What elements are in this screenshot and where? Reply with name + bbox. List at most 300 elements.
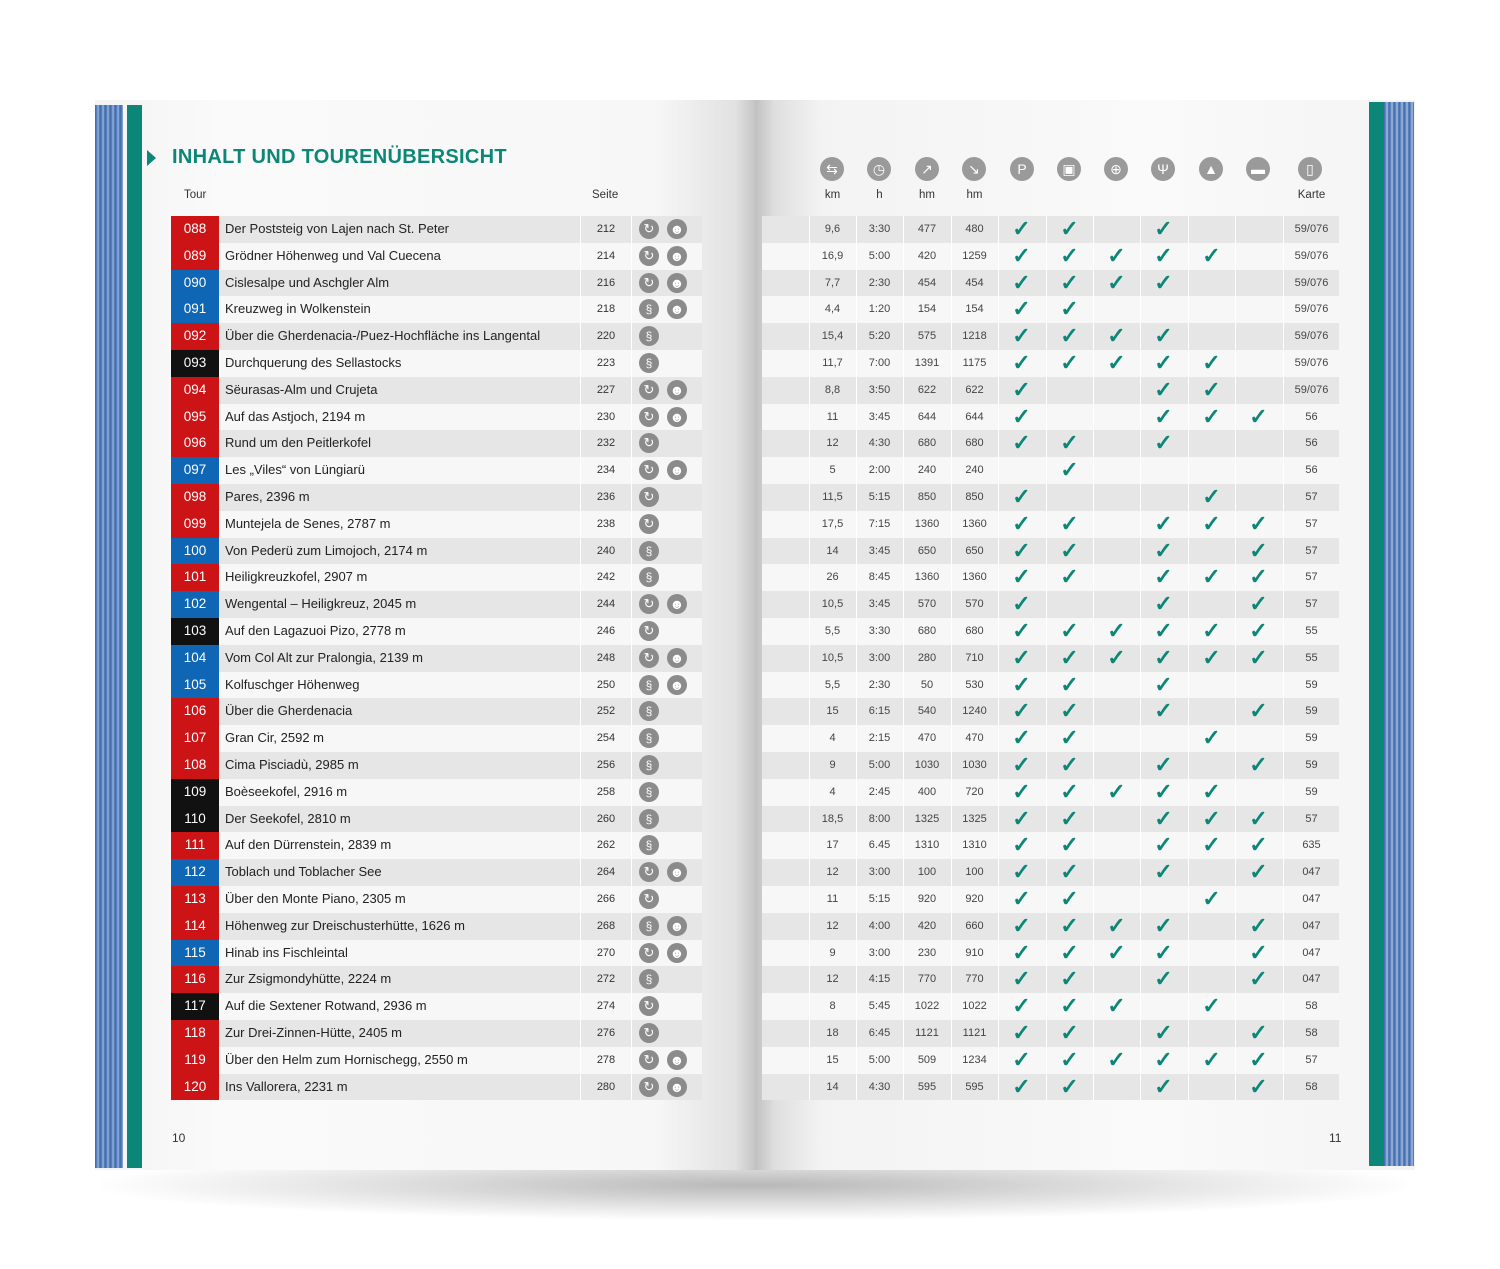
column-divider [1188, 430, 1189, 457]
column-divider [809, 806, 810, 833]
column-divider [951, 913, 952, 940]
column-divider [856, 779, 857, 806]
tour-duration: 5:00 [868, 249, 891, 262]
tour-page: 278 [596, 1053, 616, 1066]
checkmark-icon: ✓ [1060, 1019, 1079, 1045]
tour-name: Toblach und Toblacher See [225, 864, 382, 880]
column-divider [951, 243, 952, 270]
column-divider [1093, 672, 1094, 699]
table-row [171, 511, 702, 538]
tour-name: Vom Col Alt zur Pralongia, 2139 m [225, 649, 423, 665]
column-divider [856, 806, 857, 833]
tour-descent: 1360 [962, 571, 987, 584]
one-way-route-icon [639, 755, 659, 775]
tour-name: Durchquerung des Sellastocks [225, 354, 402, 370]
tour-ascent: 850 [917, 490, 937, 503]
header-seite: Seite [592, 189, 619, 201]
column-divider [1235, 296, 1236, 323]
tour-descent: 644 [965, 410, 984, 423]
round-trip-icon [639, 1050, 659, 1070]
column-divider [903, 538, 904, 565]
tour-km: 17 [826, 839, 839, 852]
table-row [171, 430, 702, 457]
family-bear-icon [667, 648, 687, 668]
tour-km: 9 [829, 758, 836, 771]
column-divider [1188, 216, 1189, 243]
column-divider [1188, 538, 1189, 565]
tour-type-icons [637, 886, 701, 913]
table-row [762, 993, 1339, 1020]
header-karte: Karte [1297, 189, 1326, 201]
tour-ascent: 509 [917, 1053, 937, 1066]
tour-type-icons [637, 698, 701, 725]
family-bear-icon [667, 1050, 687, 1070]
checkmark-icon: ✓ [1202, 349, 1221, 375]
tour-map: 57 [1305, 517, 1318, 530]
descent-icon: ↘ [962, 157, 986, 181]
tour-duration: 5:20 [868, 330, 891, 343]
tour-map: 59 [1305, 678, 1318, 691]
checkmark-icon: ✓ [1154, 698, 1173, 724]
tour-descent: 1030 [962, 758, 987, 771]
table-row [762, 940, 1339, 967]
tour-ascent: 770 [917, 973, 937, 986]
checkmark-icon: ✓ [1202, 376, 1221, 402]
tour-name: Grödner Höhenweg und Val Cuecena [225, 247, 441, 263]
checkmark-icon: ✓ [1202, 832, 1221, 858]
right-page-edges [1384, 102, 1414, 1166]
column-divider [1093, 859, 1094, 886]
checkmark-icon: ✓ [1012, 1019, 1031, 1045]
one-way-route-icon [639, 835, 659, 855]
column-divider [631, 725, 632, 752]
tour-table-right [762, 216, 1339, 1100]
tour-number: 091 [171, 296, 219, 323]
column-divider [903, 430, 904, 457]
checkmark-icon: ✓ [1249, 832, 1268, 858]
tour-descent: 910 [965, 946, 984, 959]
tour-type-icons [637, 404, 701, 431]
tour-descent: 720 [965, 785, 984, 798]
table-row [762, 966, 1339, 993]
checkmark-icon: ✓ [1060, 1073, 1079, 1099]
one-way-route-icon [639, 567, 659, 587]
tour-name: Auf das Astjoch, 2194 m [225, 408, 366, 424]
column-divider [951, 511, 952, 538]
column-divider [631, 377, 632, 404]
checkmark-icon: ✓ [1154, 510, 1173, 536]
table-row [171, 484, 702, 511]
tour-km: 5,5 [824, 678, 841, 691]
tour-type-icons [637, 1074, 701, 1101]
column-divider [951, 752, 952, 779]
checkmark-icon: ✓ [1012, 617, 1031, 643]
tour-map: 047 [1302, 946, 1321, 959]
checkmark-icon: ✓ [1202, 510, 1221, 536]
tour-number: 104 [171, 645, 219, 672]
checkmark-icon: ✓ [1060, 564, 1079, 590]
tour-number: 089 [171, 243, 219, 270]
tour-page: 240 [596, 544, 616, 557]
tour-duration: 5:00 [868, 1053, 891, 1066]
tour-descent: 454 [965, 276, 984, 289]
checkmark-icon: ✓ [1060, 510, 1079, 536]
checkmark-icon: ✓ [1060, 671, 1079, 697]
tour-map: 59 [1305, 705, 1318, 718]
tour-km: 12 [826, 973, 839, 986]
column-divider [951, 457, 952, 484]
column-divider [631, 564, 632, 591]
tour-descent: 530 [965, 678, 984, 691]
column-divider [1283, 672, 1284, 699]
tour-map: 59/076 [1294, 303, 1329, 316]
table-row [171, 1020, 702, 1047]
table-row [171, 618, 702, 645]
checkmark-icon: ✓ [1107, 644, 1126, 670]
column-divider [951, 377, 952, 404]
column-divider [951, 779, 952, 806]
tour-descent: 240 [965, 464, 984, 477]
tour-descent: 710 [965, 651, 984, 664]
checkmark-icon: ✓ [1012, 269, 1031, 295]
tour-ascent: 470 [917, 732, 937, 745]
column-divider [631, 859, 632, 886]
column-divider [856, 725, 857, 752]
tour-descent: 680 [965, 437, 984, 450]
ascent-icon: ↗ [915, 157, 939, 181]
tour-descent: 154 [965, 303, 984, 316]
tour-descent: 1310 [962, 839, 987, 852]
column-divider [1235, 886, 1236, 913]
column-divider [951, 886, 952, 913]
column-divider [903, 672, 904, 699]
tour-km: 16,9 [821, 249, 844, 262]
column-divider [856, 323, 857, 350]
column-divider [809, 216, 810, 243]
family-bear-icon [667, 219, 687, 239]
tour-descent: 770 [965, 973, 984, 986]
column-divider [1235, 270, 1236, 297]
tour-descent: 1022 [962, 1000, 987, 1013]
column-divider [809, 886, 810, 913]
family-bear-icon [667, 407, 687, 427]
tour-ascent: 230 [917, 946, 937, 959]
tour-name: Muntejela de Senes, 2787 m [225, 515, 391, 531]
checkmark-icon: ✓ [1060, 993, 1079, 1019]
tour-name: Über die Gherdenacia [225, 703, 353, 719]
column-divider [631, 243, 632, 270]
family-bear-icon [667, 916, 687, 936]
round-trip-icon [639, 460, 659, 480]
column-divider [1283, 377, 1284, 404]
column-divider [903, 966, 904, 993]
tour-descent: 920 [965, 892, 984, 905]
column-divider [856, 1020, 857, 1047]
tour-descent: 1259 [962, 249, 987, 262]
checkmark-icon: ✓ [1012, 912, 1031, 938]
table-row [171, 993, 702, 1020]
tour-name: Über den Monte Piano, 2305 m [225, 890, 406, 906]
column-divider [1046, 377, 1047, 404]
column-divider [809, 645, 810, 672]
one-way-route-icon [639, 675, 659, 695]
column-divider [631, 618, 632, 645]
column-divider [856, 270, 857, 297]
tour-descent: 650 [965, 544, 984, 557]
tour-km: 17,5 [821, 517, 844, 530]
family-bear-icon [667, 594, 687, 614]
tour-map: 59 [1305, 758, 1318, 771]
tour-type-icons [637, 377, 701, 404]
column-divider [903, 832, 904, 859]
table-row [171, 779, 702, 806]
column-divider [856, 350, 857, 377]
tour-duration: 2:15 [868, 732, 891, 745]
column-divider [951, 296, 952, 323]
table-row [762, 1074, 1339, 1101]
column-divider [903, 645, 904, 672]
tour-name: Heiligkreuzkofel, 2907 m [225, 569, 368, 585]
tour-page: 248 [596, 651, 616, 664]
column-divider [951, 832, 952, 859]
tour-number: 120 [171, 1074, 219, 1101]
checkmark-icon: ✓ [1012, 885, 1031, 911]
tour-map: 57 [1305, 571, 1318, 584]
header-tour: Tour [184, 189, 207, 201]
tour-duration: 2:30 [868, 678, 891, 691]
column-divider [903, 591, 904, 618]
parking-icon: P [1010, 157, 1034, 181]
column-divider [631, 1020, 632, 1047]
column-divider [856, 243, 857, 270]
checkmark-icon: ✓ [1202, 483, 1221, 509]
tour-descent: 1234 [962, 1053, 987, 1066]
tour-type-icons [637, 323, 701, 350]
tour-type-icons [637, 1047, 701, 1074]
column-divider [1093, 698, 1094, 725]
column-divider [1140, 296, 1141, 323]
column-divider [1093, 752, 1094, 779]
tour-km: 15 [826, 1053, 839, 1066]
checkmark-icon: ✓ [1154, 1019, 1173, 1045]
column-divider [1235, 484, 1236, 511]
tour-type-icons [637, 752, 701, 779]
column-divider [951, 404, 952, 431]
left-green-band [127, 105, 142, 1168]
tour-number: 117 [171, 993, 219, 1020]
family-bear-icon [667, 460, 687, 480]
tour-type-icons [637, 216, 701, 243]
tour-duration: 6:15 [868, 705, 891, 718]
checkmark-icon: ✓ [1060, 323, 1079, 349]
column-divider [903, 296, 904, 323]
column-divider [631, 591, 632, 618]
tour-name: Gran Cir, 2592 m [225, 730, 324, 746]
table-row [762, 484, 1339, 511]
column-divider [951, 270, 952, 297]
column-divider [1235, 323, 1236, 350]
family-bear-icon [667, 862, 687, 882]
tour-type-icons [637, 940, 701, 967]
checkmark-icon: ✓ [1249, 751, 1268, 777]
checkmark-icon: ✓ [1249, 403, 1268, 429]
one-way-route-icon [639, 969, 659, 989]
round-trip-icon [639, 433, 659, 453]
tour-ascent: 240 [917, 464, 937, 477]
column-divider [631, 672, 632, 699]
tour-number: 101 [171, 564, 219, 591]
checkmark-icon: ✓ [1249, 617, 1268, 643]
column-divider [951, 430, 952, 457]
tour-duration: 5:45 [868, 1000, 891, 1013]
tour-descent: 1175 [962, 356, 987, 369]
checkmark-icon: ✓ [1249, 510, 1268, 536]
tour-page: 242 [596, 571, 616, 584]
checkmark-icon: ✓ [1012, 966, 1031, 992]
column-divider [951, 940, 952, 967]
one-way-route-icon [639, 353, 659, 373]
tour-ascent: 154 [917, 303, 937, 316]
column-divider [856, 698, 857, 725]
checkmark-icon: ✓ [1107, 242, 1126, 268]
summit-icon: ▲ [1199, 157, 1223, 181]
tour-page: 266 [596, 892, 616, 905]
tour-ascent: 540 [917, 705, 937, 718]
column-divider [1283, 564, 1284, 591]
table-row [171, 806, 702, 833]
column-divider [631, 966, 632, 993]
column-divider [951, 993, 952, 1020]
tour-name: Boèseekofel, 2916 m [225, 783, 348, 799]
column-divider [1283, 859, 1284, 886]
column-divider [903, 243, 904, 270]
table-row [762, 323, 1339, 350]
tour-number: 112 [171, 859, 219, 886]
checkmark-icon: ✓ [1060, 805, 1079, 831]
tour-ascent: 1360 [914, 571, 940, 584]
tour-map: 59/076 [1294, 276, 1329, 289]
tour-number: 115 [171, 940, 219, 967]
checkmark-icon: ✓ [1154, 939, 1173, 965]
tour-map: 59/076 [1294, 249, 1329, 262]
tour-ascent: 650 [917, 544, 937, 557]
column-divider [951, 350, 952, 377]
tour-ascent: 1022 [914, 1000, 940, 1013]
tour-page: 254 [596, 732, 616, 745]
tour-descent: 1121 [962, 1026, 987, 1039]
column-divider [856, 484, 857, 511]
table-row [171, 404, 702, 431]
table-row [762, 511, 1339, 538]
title-arrow-icon [147, 150, 156, 166]
column-divider [809, 404, 810, 431]
page-title: INHALT UND TOURENÜBERSICHT [172, 146, 507, 168]
checkmark-icon: ✓ [1249, 591, 1268, 617]
tour-duration: 2:45 [868, 785, 891, 798]
tour-km: 14 [826, 1080, 839, 1093]
checkmark-icon: ✓ [1154, 778, 1173, 804]
table-row [171, 243, 702, 270]
tour-number: 110 [171, 806, 219, 833]
column-divider [856, 752, 857, 779]
checkmark-icon: ✓ [1107, 323, 1126, 349]
column-divider [856, 591, 857, 618]
column-divider [1235, 725, 1236, 752]
checkmark-icon: ✓ [1012, 698, 1031, 724]
checkmark-icon: ✓ [1154, 430, 1173, 456]
one-way-route-icon [639, 809, 659, 829]
tour-map: 047 [1302, 892, 1321, 905]
column-divider [1188, 966, 1189, 993]
column-divider [809, 672, 810, 699]
column-divider [1188, 457, 1189, 484]
column-divider [809, 859, 810, 886]
table-row [762, 832, 1339, 859]
column-divider [903, 511, 904, 538]
column-divider [1283, 725, 1284, 752]
tour-ascent: 1121 [915, 1026, 939, 1039]
column-divider [809, 323, 810, 350]
checkmark-icon: ✓ [1012, 805, 1031, 831]
table-row [171, 672, 702, 699]
tour-name: Zur Drei-Zinnen-Hütte, 2405 m [225, 1024, 403, 1040]
checkmark-icon: ✓ [1249, 1046, 1268, 1072]
column-divider [631, 779, 632, 806]
checkmark-icon: ✓ [1202, 403, 1221, 429]
column-divider [631, 645, 632, 672]
checkmark-icon: ✓ [1060, 832, 1079, 858]
column-divider [1188, 752, 1189, 779]
tour-name: Zur Zsigmondyhütte, 2224 m [225, 971, 392, 987]
checkmark-icon: ✓ [1202, 242, 1221, 268]
tour-name: Der Poststeig von Lajen nach St. Peter [225, 221, 450, 236]
tour-map: 047 [1302, 919, 1321, 932]
round-trip-icon [639, 407, 659, 427]
tour-map: 57 [1305, 1053, 1318, 1066]
tour-map: 635 [1302, 839, 1321, 852]
checkmark-icon: ✓ [1249, 1073, 1268, 1099]
column-divider [809, 1047, 810, 1074]
column-divider [951, 538, 952, 565]
tour-km: 11,7 [822, 356, 843, 369]
checkmark-icon: ✓ [1107, 993, 1126, 1019]
column-divider [809, 940, 810, 967]
tour-name: Wengental – Heiligkreuz, 2045 m [225, 596, 417, 612]
tour-km: 12 [826, 437, 839, 450]
column-divider [856, 216, 857, 243]
column-divider [809, 484, 810, 511]
column-divider [1235, 243, 1236, 270]
checkmark-icon: ✓ [1107, 1046, 1126, 1072]
column-divider [1283, 430, 1284, 457]
column-divider [1283, 779, 1284, 806]
column-divider [1140, 993, 1141, 1020]
column-divider [951, 725, 952, 752]
column-divider [1093, 377, 1094, 404]
tour-duration: 8:45 [868, 571, 891, 584]
table-row [171, 296, 702, 323]
tour-duration: 3:45 [868, 410, 891, 423]
tour-ascent: 420 [917, 919, 937, 932]
table-row [762, 1020, 1339, 1047]
tour-descent: 480 [965, 223, 984, 235]
column-divider [1283, 296, 1284, 323]
column-divider [1093, 886, 1094, 913]
tour-name: Kolfuschger Höhenweg [225, 676, 360, 692]
one-way-route-icon [639, 541, 659, 561]
column-divider [1093, 806, 1094, 833]
family-bear-icon [667, 1077, 687, 1097]
